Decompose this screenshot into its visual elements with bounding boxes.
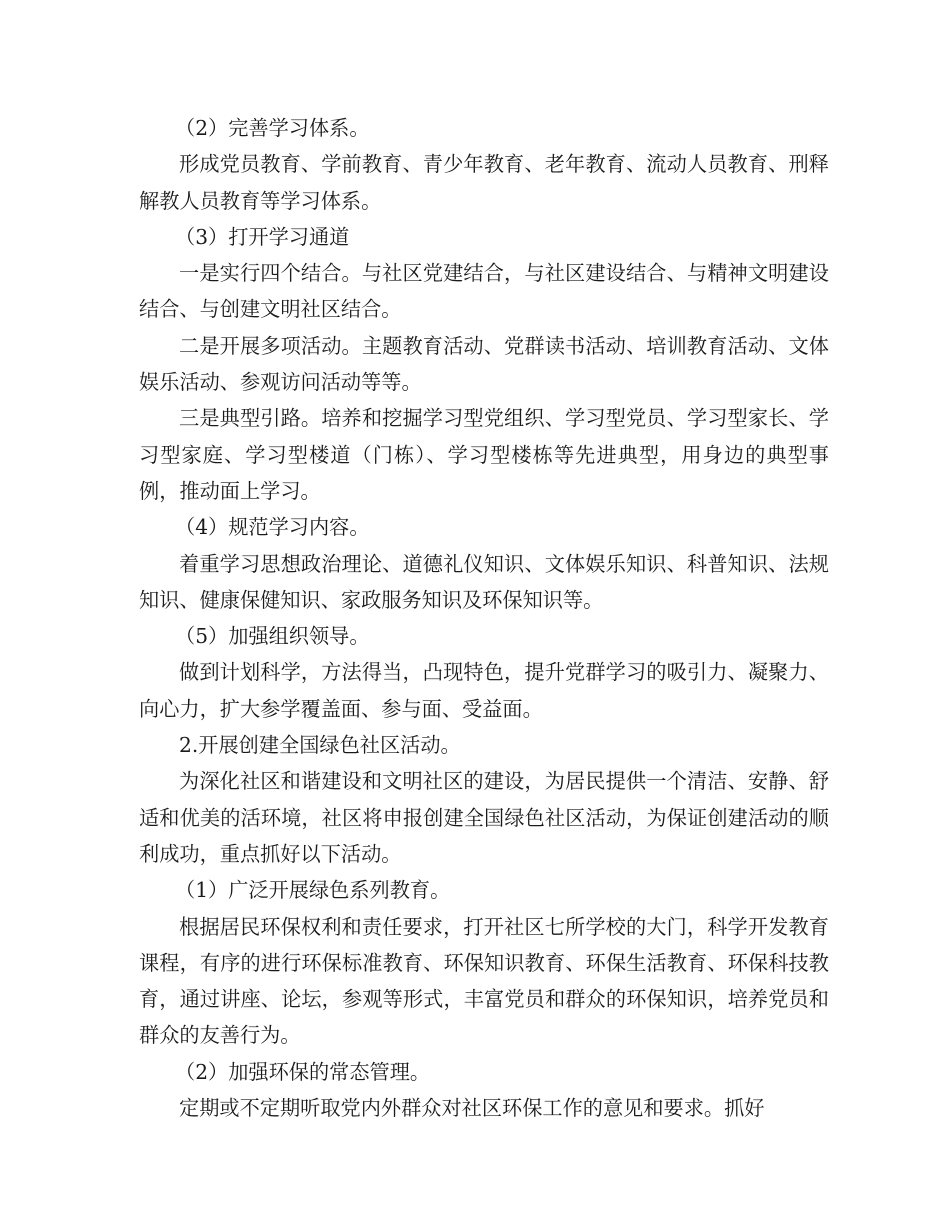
section-heading: （2）完善学习体系。 — [175, 116, 370, 140]
section-heading: （2）加强环保的常态管理。 — [175, 1059, 431, 1084]
body-paragraph: 形成党员教育、学前教育、青少年教育、老年教育、流动人员教育、刑释解教人员教育等学习体系。 — [139, 152, 829, 213]
section-heading: （1）广泛开展绿色系列教育。 — [175, 878, 451, 903]
body-paragraph: 三是典型引路。培养和挖掘学习型党组织、学习型党员、学习型家长、学习型家庭、学习型楼道（门栋）、学习型楼栋等先进典型，用身边的典型事例，推动面上学习。 — [139, 406, 829, 503]
section-heading: （3）打开学习通道 — [175, 224, 350, 249]
body-paragraph: 根据居民环保权利和责任要求，打开社区七所学校的大门，科学开发教育课程，有序的进行环保标准教育、环保知识教育、环保生活教育、环保科技教育，通过讲座、论坛，参观等形式，丰富党员和群众的环保知识，培养党员和群众的友善行为。 — [139, 914, 829, 1048]
document-body — [139, 110, 829, 1126]
body-paragraph: 做到计划科学，方法得当，凸现特色，提升党群学习的吸引力、凝聚力、向心力，扩大参学覆盖面、参与面、受益面。 — [139, 660, 829, 721]
body-paragraph: 2.开展创建全国绿色社区活动。 — [179, 733, 461, 758]
section-heading: （4）规范学习内容。 — [175, 515, 370, 540]
section-heading: （5）加强组织领导。 — [175, 624, 370, 649]
body-paragraph: 为深化社区和谐建设和文明社区的建设，为居民提供一个清洁、安静、舒适和优美的活环境，社区将申报创建全国绿色社区活动，为保证创建活动的顺利成功，重点抓好以下活动。 — [139, 769, 829, 866]
body-paragraph: 着重学习思想政治理论、道德礼仪知识、文体娱乐知识、科普知识、法规知识、健康保健知识、家政服务知识及环保知识等。 — [139, 551, 829, 612]
body-paragraph: 一是实行四个结合。与社区党建结合，与社区建设结合、与精神文明建设结合、与创建文明社区结合。 — [139, 261, 829, 322]
body-paragraph: 定期或不定期听取党内外群众对社区环保工作的意见和要求。抓好 — [179, 1096, 765, 1121]
body-paragraph: 二是开展多项活动。主题教育活动、党群读书活动、培训教育活动、文体娱乐活动、参观访问活动等等。 — [139, 333, 829, 395]
